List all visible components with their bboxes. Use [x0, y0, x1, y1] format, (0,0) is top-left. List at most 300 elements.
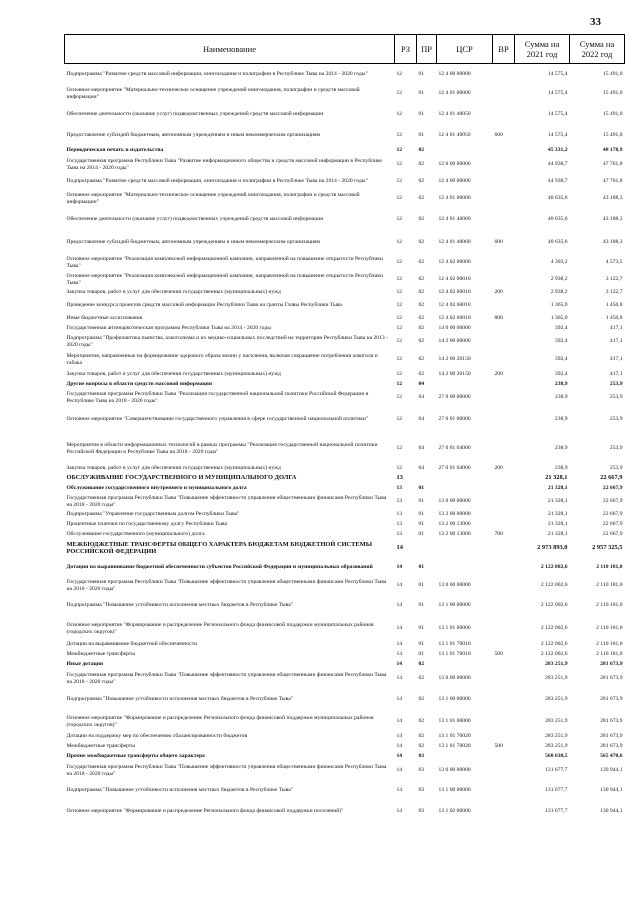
table-row	[65, 254, 625, 272]
row-sum-2022: 281 673,9	[600, 743, 623, 750]
row-name: Закупка товаров, работ и услуг для обеспечения государственных (муниципальных) нужд	[66, 371, 281, 378]
table-row	[65, 208, 625, 232]
table-row	[65, 104, 625, 126]
row-rz: 14	[396, 625, 403, 632]
row-pr: 02	[418, 325, 425, 332]
row-sum-2021: 44 938,7	[547, 178, 568, 185]
table-row	[65, 474, 625, 484]
row-csr: 27 0 01 04000	[438, 465, 471, 472]
row-sum-2021: 14 575,4	[547, 90, 568, 97]
row-vr: 600	[494, 132, 503, 139]
row-sum-2021: 44 938,7	[547, 161, 568, 168]
row-csr: 13 1 01 70010	[438, 641, 471, 648]
table-row	[65, 324, 625, 334]
row-vr	[493, 104, 515, 126]
row-vr: 500	[494, 743, 503, 750]
row-vr	[493, 752, 515, 762]
row-pr: 02	[418, 239, 425, 246]
row-sum-2021: 283 251,9	[545, 733, 568, 740]
row-sum-2022: 1 450,8	[605, 302, 623, 309]
row-csr: 12 4 01 40050	[438, 132, 471, 139]
table-row	[65, 742, 625, 752]
row-vr	[493, 84, 515, 104]
row-csr: 13 0 00 00000	[438, 498, 471, 505]
row-sum-2022: 22 667,9	[602, 485, 623, 492]
row-vr: 800	[494, 315, 503, 322]
row-name: Подпрограмма "Управление государственным долгом Республики Тыва"	[66, 511, 240, 518]
row-sum-2021: 40 635,6	[547, 216, 568, 223]
row-pr: 01	[418, 625, 425, 632]
row-sum-2022: 253,9	[609, 416, 623, 423]
table-row	[65, 712, 625, 732]
row-csr	[437, 380, 493, 390]
row-csr: 13 1 00 00000	[438, 787, 471, 794]
row-pr: 01	[418, 641, 425, 648]
table-row	[65, 406, 625, 434]
row-sum-2022: 417,1	[609, 338, 623, 345]
row-csr: 13 1 00 00000	[438, 602, 471, 609]
row-sum-2021: 21 328,1	[547, 498, 568, 505]
row-name: Иные бюджетные ассигнования	[66, 315, 143, 322]
row-rz: 14	[396, 661, 403, 668]
row-pr	[417, 540, 437, 558]
table-row	[65, 484, 625, 494]
row-name: Основное мероприятие "Совершенствование государственного управления в сфере государственной национальной политики"	[66, 416, 369, 423]
row-sum-2021: 1 365,0	[550, 315, 568, 322]
row-sum-2022: 2 110 181,0	[596, 582, 623, 589]
row-sum-2022: 281 673,9	[600, 696, 623, 703]
row-rz: 13	[396, 521, 403, 528]
row-name: Основное мероприятие "Материально-техническое оснащение учреждений книгоиздания, полиграфии и средств массовой информации"	[66, 87, 360, 100]
row-name: Подпрограмма "Развитие средств массовой информации, книгоиздания и полиграфии в Республике Тыва на 2014 - 2020 годы"	[66, 70, 368, 77]
row-vr	[493, 780, 515, 802]
table-row	[65, 464, 625, 474]
row-csr: 14 2 00 20150	[438, 356, 471, 363]
row-sum-2022: 2 957 325,5	[592, 544, 623, 552]
row-sum-2021: 2 938,2	[550, 289, 568, 296]
row-rz: 12	[396, 161, 403, 168]
row-name: Основное мероприятие "Формирование и распределение Регионального фонда финансовой поддержки муниципальных районов (городских округов)"	[66, 622, 374, 635]
table-row	[65, 618, 625, 640]
row-rz: 12	[396, 445, 403, 452]
row-pr: 01	[418, 498, 425, 505]
row-name: Дотации на поддержку мер по обеспечению сбалансированности бюджетов	[66, 733, 248, 740]
row-sum-2022: 15 491,0	[602, 111, 623, 118]
row-csr: 12 4 02 00000	[438, 259, 471, 266]
row-rz: 12	[396, 216, 403, 223]
row-sum-2022: 253,9	[609, 381, 623, 388]
row-sum-2022: 417,1	[609, 371, 623, 378]
table-row	[65, 670, 625, 688]
row-csr: 13 1 00 00000	[438, 696, 471, 703]
row-pr	[417, 474, 437, 484]
row-rz: 13	[396, 531, 403, 538]
row-rz: 13	[396, 485, 403, 492]
row-vr	[493, 272, 515, 288]
row-rz: 14	[396, 544, 403, 552]
row-sum-2021: 238,9	[554, 465, 568, 472]
row-vr	[493, 510, 515, 520]
row-sum-2021: 21 328,1	[547, 511, 568, 518]
row-sum-2021: 40 635,6	[547, 239, 568, 246]
table-row	[65, 732, 625, 742]
row-rz: 12	[396, 356, 403, 363]
row-rz: 14	[396, 602, 403, 609]
table-row	[65, 156, 625, 174]
table-row	[65, 802, 625, 822]
row-vr	[493, 578, 515, 594]
row-name: Государственная программа Республики Тыва "Повышение эффективности управления общественными финансами Республики Тыва на 2018 - 2020 годы"	[66, 495, 387, 508]
row-name: Мероприятия, направленные на формирование здорового образа жизни у населения, включая сокращение потребления алкоголя и табака	[66, 353, 378, 366]
row-pr: 02	[418, 356, 425, 363]
table-row	[65, 126, 625, 146]
table-row	[65, 640, 625, 650]
row-name: Предоставление субсидий бюджетным, автономным учреждениям и иным некоммерческим организациям	[66, 132, 321, 139]
row-rz: 12	[396, 371, 403, 378]
row-name: Основное мероприятие "Материально-техническое оснащение учреждений книгоиздания, полиграфии и средств массовой информации"	[66, 192, 360, 205]
row-sum-2022: 22 667,9	[600, 474, 623, 482]
row-name: Периодическая печать и издательства	[66, 147, 164, 154]
row-rz: 14	[396, 582, 403, 589]
row-name: Закупка товаров, работ и услуг для обеспечения государственных (муниципальных) нужд	[66, 289, 281, 296]
row-sum-2021: 238,9	[554, 394, 568, 401]
row-name: Подпрограмма "Повышение устойчивости исполнения местных бюджетов в Республике Тыва"	[66, 787, 293, 794]
row-sum-2022: 2 110 181,0	[596, 651, 623, 658]
header-pr: ПР	[417, 35, 437, 64]
row-rz: 12	[396, 302, 403, 309]
row-csr: 12 4 01 00000	[438, 90, 471, 97]
row-name: Иные дотации	[66, 661, 104, 668]
row-rz: 12	[396, 416, 403, 423]
table-row	[65, 578, 625, 594]
budget-table	[64, 34, 625, 822]
row-rz: 14	[396, 808, 403, 815]
row-vr	[493, 174, 515, 190]
row-sum-2021: 2 122 002,6	[540, 602, 568, 609]
row-rz: 12	[396, 465, 403, 472]
table-row	[65, 594, 625, 618]
row-csr: 12 4 01 40050	[438, 111, 471, 118]
row-vr	[493, 190, 515, 208]
row-sum-2022: 43 188,3	[602, 195, 623, 202]
row-csr: 12 4 02 00010	[438, 276, 471, 283]
row-sum-2021: 392,4	[554, 325, 568, 332]
row-pr: 04	[418, 445, 425, 452]
row-sum-2022: 15 491,0	[602, 70, 623, 77]
row-name: МЕЖБЮДЖЕТНЫЕ ТРАНСФЕРТЫ ОБЩЕГО ХАРАКТЕРА БЮДЖЕТАМ БЮДЖЕТНОЙ СИСТЕМЫ РОССИЙСКОЙ ФЕДЕРАЦИИ	[66, 540, 372, 555]
row-rz: 14	[396, 651, 403, 658]
row-csr: 27 0 01 00000	[438, 416, 471, 423]
row-vr	[493, 208, 515, 232]
row-vr	[493, 660, 515, 670]
row-vr	[493, 324, 515, 334]
header-sum-2021: Сумма на 2021 год	[515, 35, 570, 64]
row-vr	[493, 406, 515, 434]
row-name: Другие вопросы в области средств массовой информации	[66, 381, 213, 388]
table-row	[65, 558, 625, 578]
row-rz: 14	[396, 787, 403, 794]
row-csr: 13 0 00 00000	[438, 582, 471, 589]
row-csr	[437, 660, 493, 670]
row-sum-2022: 253,9	[609, 465, 623, 472]
row-sum-2021: 14 575,4	[547, 111, 568, 118]
row-sum-2021: 2 973 893,0	[537, 544, 568, 552]
row-sum-2021: 283 251,9	[545, 743, 568, 750]
row-rz: 13	[396, 474, 403, 482]
row-csr: 13 0 00 00000	[438, 767, 471, 774]
table-row	[65, 390, 625, 406]
header-name: Наименование	[65, 35, 395, 64]
row-vr	[493, 640, 515, 650]
row-sum-2021: 2 938,2	[550, 276, 568, 283]
row-sum-2021: 131 677,7	[545, 808, 568, 815]
row-sum-2022: 2 110 181,0	[596, 602, 623, 609]
row-pr: 02	[418, 161, 425, 168]
row-sum-2021: 238,9	[554, 381, 568, 388]
row-sum-2021: 238,9	[554, 445, 568, 452]
row-name: Подпрограмма "Развитие средств массовой информации, книгоиздания и полиграфии в Республике Тыва на 2014 - 2020 годы"	[66, 178, 368, 185]
row-sum-2021: 283 251,9	[545, 661, 568, 668]
row-csr	[437, 474, 493, 484]
row-csr: 13 2 00 13000	[438, 531, 471, 538]
row-vr	[493, 494, 515, 510]
row-sum-2021: 21 328,1	[547, 531, 568, 538]
row-sum-2022: 3 122,7	[605, 289, 623, 296]
row-vr	[493, 390, 515, 406]
table-header-row	[65, 35, 625, 64]
row-pr: 02	[418, 718, 425, 725]
row-name: Дотации на выравнивание бюджетной обеспеченности	[66, 641, 198, 648]
row-sum-2021: 283 251,9	[545, 696, 568, 703]
row-csr: 12 4 01 00000	[438, 195, 471, 202]
row-sum-2022: 22 667,9	[602, 531, 623, 538]
row-csr: 14 2 00 00000	[438, 338, 471, 345]
row-pr: 01	[418, 521, 425, 528]
table-row	[65, 64, 625, 84]
row-pr: 01	[418, 70, 425, 77]
row-csr: 12 4 00 00000	[438, 178, 471, 185]
row-name: Мероприятия в области информационных технологий в рамках программы "Реализация государственной национальной политики Российской Федерации в Республике Тыва на 2018 - 2020 годы"	[66, 442, 378, 455]
row-sum-2022: 22 667,9	[602, 511, 623, 518]
row-rz: 13	[396, 498, 403, 505]
row-rz: 14	[396, 696, 403, 703]
row-vr	[493, 334, 515, 350]
table-row	[65, 190, 625, 208]
row-sum-2021: 392,4	[554, 356, 568, 363]
row-pr: 01	[418, 651, 425, 658]
row-sum-2022: 130 944,1	[600, 787, 623, 794]
row-pr: 02	[418, 276, 425, 283]
row-name: Проведение конкурса проектов средств массовой информации Республики Тыва на гранты Главы Республики Тыва	[66, 302, 342, 309]
row-csr: 27 0 01 04000	[438, 445, 471, 452]
row-name: Основное мероприятие "Реализация комплексной информационной кампании, направленной на повышение открытости Республики Тыва"	[66, 273, 384, 286]
table-row	[65, 370, 625, 380]
row-pr: 02	[418, 675, 425, 682]
row-name: Подпрограмма "Повышение устойчивости исполнения местных бюджетов в Республике Тыва"	[66, 602, 293, 609]
row-vr	[493, 732, 515, 742]
row-sum-2022: 4 573,5	[605, 259, 623, 266]
row-rz: 14	[396, 718, 403, 725]
row-vr	[493, 802, 515, 822]
row-name: Закупка товаров, работ и услуг для обеспечения государственных (муниципальных) нужд	[66, 465, 281, 472]
row-pr: 01	[418, 582, 425, 589]
row-sum-2022: 253,9	[609, 445, 623, 452]
row-rz: 14	[396, 675, 403, 682]
table-row	[65, 434, 625, 464]
row-sum-2021: 131 677,7	[545, 767, 568, 774]
row-pr: 02	[418, 289, 425, 296]
row-rz: 12	[396, 90, 403, 97]
row-rz: 12	[396, 338, 403, 345]
row-vr	[493, 762, 515, 780]
row-name: Обслуживание государственного (муниципального) долга	[66, 531, 205, 538]
row-vr	[493, 64, 515, 84]
header-sum-2022: Сумма на 2022 год	[570, 35, 625, 64]
row-pr: 04	[418, 465, 425, 472]
row-csr: 13 0 00 00000	[438, 675, 471, 682]
row-sum-2022: 15 491,0	[602, 132, 623, 139]
row-pr: 01	[418, 90, 425, 97]
row-pr: 04	[418, 381, 425, 388]
row-vr	[493, 380, 515, 390]
row-vr	[493, 156, 515, 174]
row-pr: 01	[418, 511, 425, 518]
row-csr	[437, 752, 493, 762]
table-row	[65, 530, 625, 540]
row-rz: 12	[396, 289, 403, 296]
row-vr	[493, 350, 515, 370]
table-row	[65, 540, 625, 558]
table-row	[65, 752, 625, 762]
row-name: Прочие межбюджетные трансферты общего характера	[66, 753, 205, 760]
row-name: Основное мероприятие "Формирование и распределение Регионального фонда финансовой поддержки муниципальных районов (городских округов)"	[66, 715, 374, 728]
row-csr: 13 1 01 70010	[438, 651, 471, 658]
row-name: Основное мероприятие "Формирование и распределение Регионального фонда финансовой поддержки поселений)"	[66, 808, 344, 815]
row-pr: 03	[418, 767, 425, 774]
row-sum-2022: 1 450,8	[605, 315, 623, 322]
row-name: Обслуживание государственного внутреннего и муниципального долга	[66, 485, 247, 492]
row-vr: 200	[494, 289, 503, 296]
row-csr: 14 2 00 20150	[438, 371, 471, 378]
page-number: 33	[590, 16, 601, 28]
row-pr: 02	[418, 216, 425, 223]
row-pr: 01	[418, 132, 425, 139]
row-sum-2021: 131 677,7	[545, 787, 568, 794]
row-sum-2021: 40 635,6	[547, 195, 568, 202]
table-row	[65, 288, 625, 298]
row-vr: 700	[494, 531, 503, 538]
table-row	[65, 334, 625, 350]
row-pr: 02	[418, 259, 425, 266]
row-pr: 03	[418, 808, 425, 815]
row-csr	[437, 484, 493, 494]
row-pr: 01	[418, 602, 425, 609]
row-rz: 12	[396, 315, 403, 322]
row-csr: 12 4 02 60010	[438, 302, 471, 309]
row-sum-2021: 238,9	[554, 416, 568, 423]
row-rz: 12	[396, 259, 403, 266]
row-csr: 27 0 00 00000	[438, 394, 471, 401]
row-csr: 13 1 02 00000	[438, 808, 471, 815]
row-vr	[493, 484, 515, 494]
table-row	[65, 650, 625, 660]
row-sum-2022: 417,1	[609, 325, 623, 332]
row-pr: 02	[418, 315, 425, 322]
row-rz: 12	[396, 276, 403, 283]
row-pr: 04	[418, 416, 425, 423]
table-row	[65, 314, 625, 324]
row-sum-2022: 48 178,9	[602, 147, 623, 154]
table-row	[65, 350, 625, 370]
row-pr: 03	[418, 753, 425, 760]
row-sum-2021: 392,4	[554, 371, 568, 378]
row-sum-2021: 568 638,5	[545, 753, 568, 760]
row-rz: 12	[396, 239, 403, 246]
row-vr: 200	[494, 465, 503, 472]
row-sum-2022: 43 188,3	[602, 216, 623, 223]
row-name: Государственная программа Республики Тыва "Реализация государственной национальной политики Российской Федерации в Республике Тыва на 2018 - 2020 годы"	[66, 391, 369, 404]
row-vr: 600	[494, 239, 503, 246]
row-sum-2021: 14 575,4	[547, 70, 568, 77]
row-sum-2021: 283 251,9	[545, 675, 568, 682]
row-rz: 14	[396, 641, 403, 648]
row-name: Обеспечение деятельности (оказание услуг) подведомственных учреждений средств массовой информации	[66, 111, 324, 118]
row-csr: 12 0 00 00000	[438, 161, 471, 168]
row-csr	[437, 146, 493, 156]
row-rz: 14	[396, 767, 403, 774]
table-body	[65, 64, 625, 822]
row-pr: 02	[418, 302, 425, 309]
row-vr	[493, 670, 515, 688]
row-rz: 12	[396, 195, 403, 202]
row-sum-2021: 21 328,1	[547, 521, 568, 528]
row-sum-2021: 2 122 002,6	[540, 651, 568, 658]
header-vr: ВР	[493, 35, 515, 64]
row-name: Межбюджетные трансферты	[66, 743, 135, 750]
row-sum-2021: 2 122 002,6	[540, 582, 568, 589]
row-rz: 13	[396, 511, 403, 518]
row-vr	[493, 254, 515, 272]
row-csr: 13 2 00 00000	[438, 511, 471, 518]
row-csr: 12 4 02 00010	[438, 289, 471, 296]
row-vr	[493, 298, 515, 314]
row-sum-2022: 47 761,8	[602, 161, 623, 168]
table-row	[65, 510, 625, 520]
row-pr: 02	[418, 195, 425, 202]
row-vr: 200	[494, 371, 503, 378]
row-rz: 14	[396, 733, 403, 740]
row-pr: 02	[418, 696, 425, 703]
row-name: Государственная программа Республики Тыва "Повышение эффективности управления общественными финансами Республики Тыва на 2018 - 2020 годы"	[66, 672, 387, 685]
row-rz: 14	[396, 753, 403, 760]
row-csr: 13 1 01 70020	[438, 733, 471, 740]
row-sum-2022: 417,1	[609, 356, 623, 363]
row-csr	[437, 540, 493, 558]
row-sum-2021: 392,4	[554, 338, 568, 345]
row-pr: 02	[418, 661, 425, 668]
row-sum-2022: 2 110 181,0	[596, 564, 623, 571]
row-sum-2021: 21 328,1	[547, 485, 568, 492]
row-sum-2021: 14 575,4	[547, 132, 568, 139]
row-pr: 01	[418, 111, 425, 118]
table-row	[65, 146, 625, 156]
row-sum-2022: 130 944,1	[600, 808, 623, 815]
row-sum-2022: 281 673,9	[600, 661, 623, 668]
table-row	[65, 688, 625, 712]
table-row	[65, 520, 625, 530]
row-name: Межбюджетные трансферты	[66, 651, 135, 658]
row-pr: 02	[418, 743, 425, 750]
